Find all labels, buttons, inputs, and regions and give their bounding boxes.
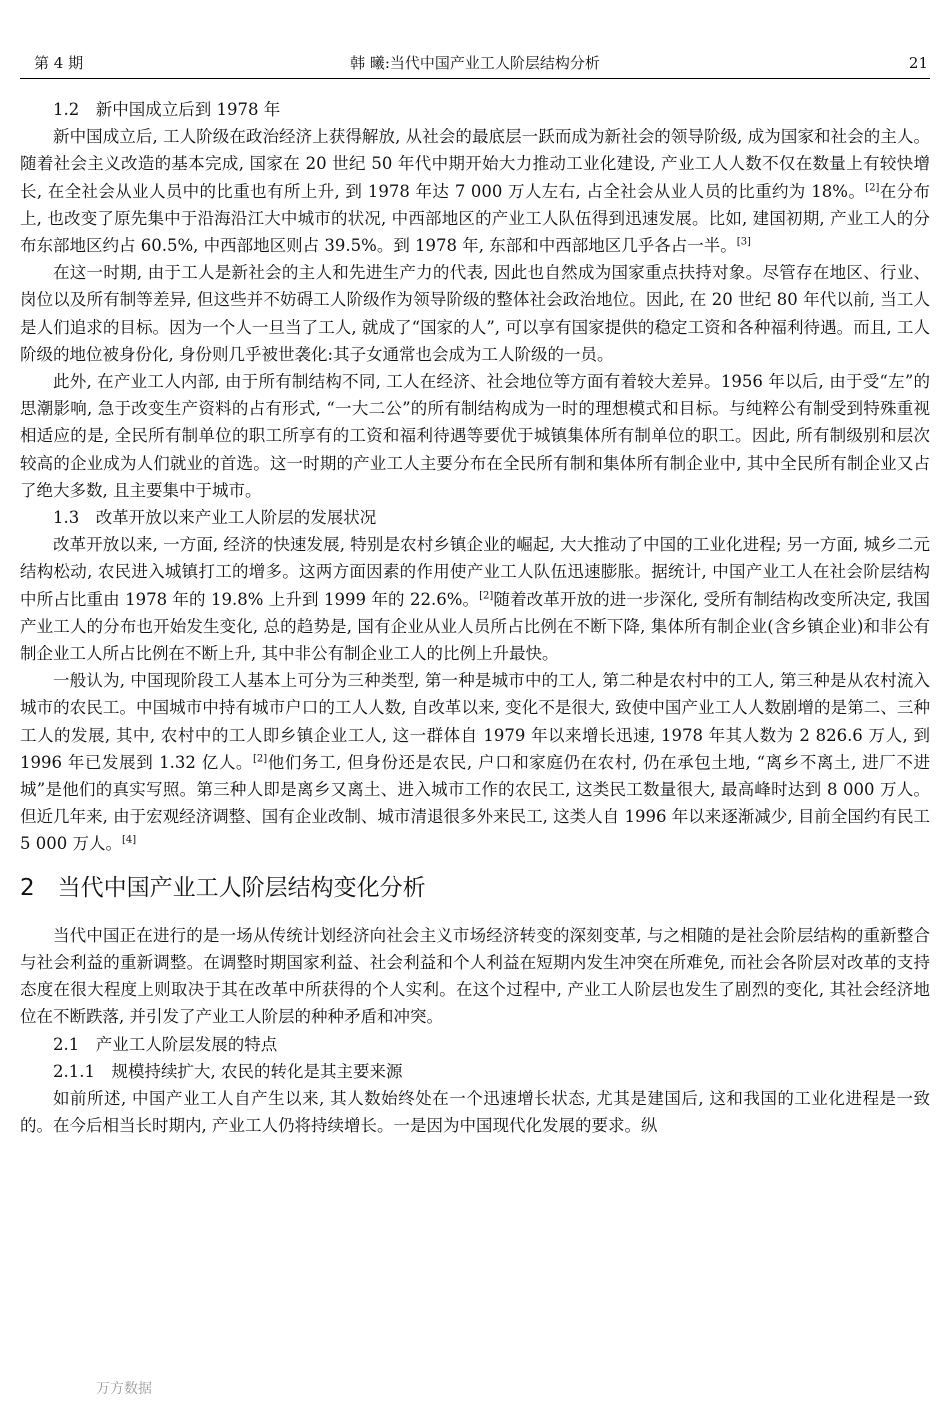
paragraph-5: 一般认为, 中国现阶段工人基本上可分为三种类型, 第一种是城市中的工人, 第二种是农村中的工人, 第三种是从农村流入城市的农民工。中国城市中持有城市户口的工人人数, 自改革以来, 变化不是很大, 致使中国产业工人人数剧增的是第二、三种工人的发展, 其中, 农村中的工人即乡镇企业工人, 这一群体自 1979 年以来增长迅速, 1978 年其人数为 2 826.6 万人, 到 1996 年已发展到 1.32 亿人。[2]他们务工, 但身份还是农民, 户口和家庭仍在农村, 仍在承包土地, “离乡不离土, 进厂不进城”是他们的真实写照。第三种人即是离乡又离土、进入城市工作的农民工, 这类民工数量很大, 最高峰时达到 8 000 万人。但近几年来, 由于宏观经济调整、国有企业改制、城市清退很多外来民工, 这类人自 1996 年以来逐渐减少, 目前全国约有民工 5 000 万人。[4] <box>20 671 930 854</box>
running-header <box>20 48 930 79</box>
paragraph-7: 如前所述, 中国产业工人自产生以来, 其人数始终处在一个迅速增长状态, 尤其是建国后, 这和我国的工业化进程是一致的。在今后相当长时期内, 产业工人仍将持续增长。一是因为中国现代化发展的要求。纵 <box>20 1088 930 1136</box>
paragraph-2: 在这一时期, 由于工人是新社会的主人和先进生产力的代表, 因此也自然成为国家重点扶持对象。尽管存在地区、行业、岗位以及所有制等差异, 但这些并不妨碍工人阶级作为领导阶级的整体社会政治地位。因此, 在 20 世纪 80 年代以前, 当工人是人们追求的目标。因为一个人一旦当了工人, 就成了“国家的人”, 可以享有国家提供的稳定工资和各种福利待遇。而且, 工人阶级的地位被身份化, 身份则几乎被世袭化:其子女通常也会成为工人阶级的一员。 <box>20 263 930 364</box>
section-2-heading: 2 当代中国产业工人阶层结构变化分析 <box>20 874 426 901</box>
paragraph-1: 新中国成立后, 工人阶级在政治经济上获得解放, 从社会的最底层一跃而成为新社会的领导阶级, 成为国家和社会的主人。随着社会主义改造的基本完成, 国家在 20 世纪 50 年代中期开始大力推动工业化建设, 产业工人人数不仅在数量上有较快增长, 在全社会从业人员中的比重也有所上升, 到 1978 年达 7 000 万人左右, 占全社会从业人员的比重约为 18%。[2]在分布上, 也改变了原先集中于沿海沿江大中城市的状况, 中西部地区的产业工人队伍得到迅速发展。比如, 建国初期, 产业工人的分布东部地区约占 60.5%, 中西部地区则占 39.5%。到 1978 年, 东部和中西部地区几乎各占一半。[3] <box>20 127 930 256</box>
paragraph-6: 当代中国正在进行的是一场从传统计划经济向社会主义市场经济转变的深刻变革, 与之相随的是社会阶层结构的重新整合与社会利益的重新调整。在调整时期国家利益、社会利益和个人利益在短期内发生冲突在所难免, 而社会各阶层对改革的支持态度在很大程度上则取决于其在改革中所获得的个人实利。在这个过程中, 产业工人阶层也发生了剧烈的变化, 其社会经济地位在不断跌落, 并引发了产业工人阶层的种种矛盾和冲突。 <box>20 925 930 1027</box>
section-2-1-1-heading: 2.1.1 规模持续扩大, 农民的转化是其主要来源 <box>53 1061 403 1081</box>
section-1-2-heading: 1.2 新中国成立后到 1978 年 <box>53 100 281 119</box>
section-2-1-heading: 2.1 产业工人阶层发展的特点 <box>53 1034 278 1054</box>
issue-number: 第 4 期 <box>34 54 84 72</box>
paragraph-3: 此外, 在产业工人内部, 由于所有制结构不同, 工人在经济、社会地位等方面有着较大差异。1956 年以后, 由于受“左”的思潮影响, 急于改变生产资料的占有形式, “一大二公”的所有制结构成为一时的理想模式和目标。与纯粹公有制受到特殊重视相适应的是, 全民所有制单位的职工所享有的工资和福利待遇等要优于城镇集体所有制单位的职工。因此, 所有制级别和层次较高的企业成为人们就业的首选。这一时期的产业工人主要分布在全民所有制和集体所有制企业中, 其中全民所有制企业又占了绝大多数, 且主要集中于城市。 <box>20 372 930 500</box>
page-number: 21 <box>908 54 928 72</box>
citation[interactable]: [3] <box>736 236 751 248</box>
citation[interactable]: [2] <box>253 753 268 765</box>
citation[interactable]: [2] <box>479 590 494 602</box>
paragraph-4: 改革开放以来, 一方面, 经济的快速发展, 特别是农村乡镇企业的崛起, 大大推动了中国的工业化进程; 另一方面, 城乡二元结构松动, 农民进入城镇打工的增多。这两方面因素的作用使产业工人队伍迅速膨胀。据统计, 中国产业工人在社会阶层结构中所占比重由 1978 年的 19.8% 上升到 1999 年的 22.6%。[2]随着改革开放的进一步深化, 受所有制结构改变所决定, 我国产业工人的分布也开始发生变化, 总的趋势是, 国有企业从业人员所占比例在不断下降, 集体所有制企业(含乡镇企业)和非公有制企业工人所占比例在不断上升, 其中非公有制企业工人的比例上升最快。 <box>20 535 930 664</box>
watermark: 万方数据 <box>96 1381 152 1397</box>
citation[interactable]: [2] <box>865 182 880 194</box>
running-title: 韩 曦:当代中国产业工人阶层结构分析 <box>350 54 600 72</box>
section-1-3-heading: 1.3 改革开放以来产业工人阶层的发展状况 <box>53 508 377 528</box>
citation[interactable]: [4] <box>121 834 137 846</box>
article-body <box>20 96 930 1139</box>
